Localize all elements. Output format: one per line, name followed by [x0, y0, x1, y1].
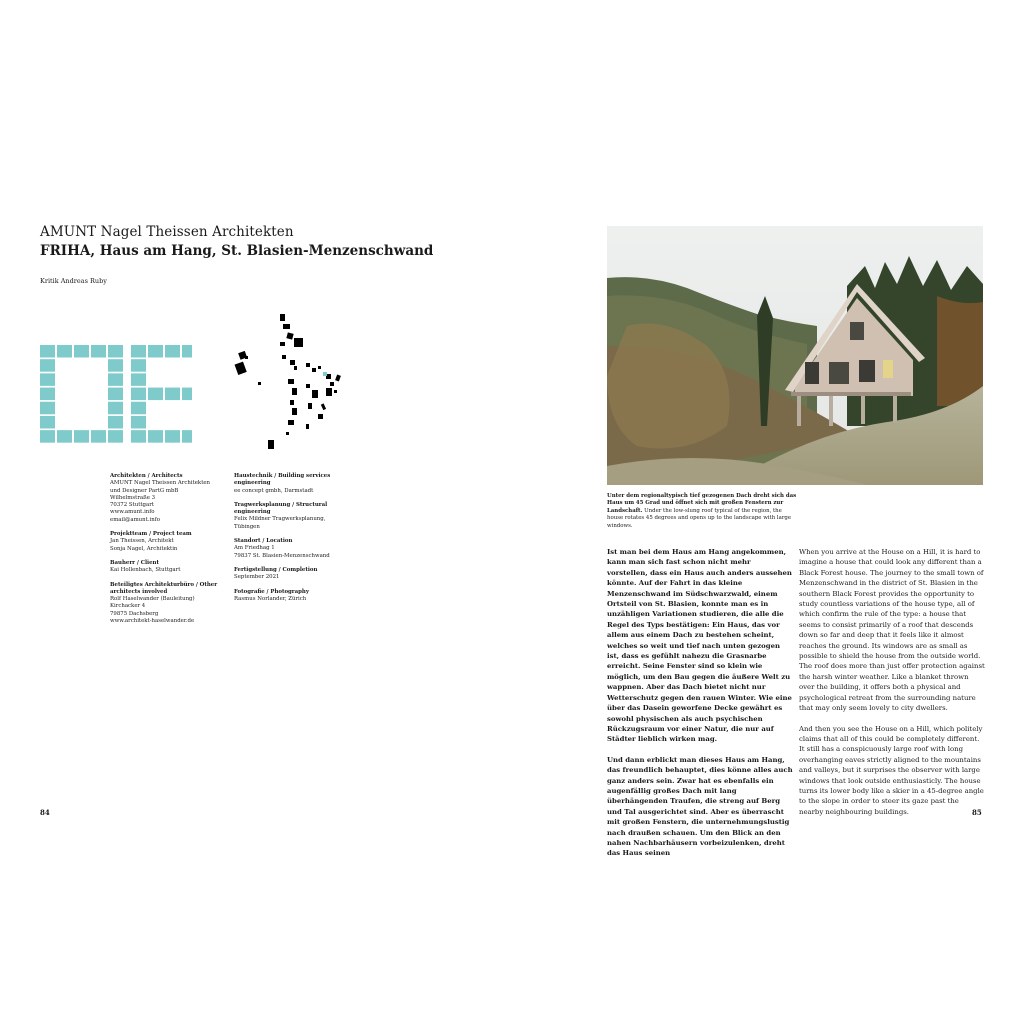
paragraph: And then you see the House on a Hill, which politely claims that all of this could be completely different. It still has a conspicuously large roof with long overhanging eaves strictly aligned to the mountains and valleys, but it surprises the observer with large windows that look outside enthusiasticly. The house turns its lower body like a skier in a 45-degree angle to the slope in order to steer its gaze past the nearby neighbouring buildings.	[799, 724, 984, 816]
credit-label: Fertigstellung / Completion	[234, 566, 318, 573]
credit-label: Architekten / Architects	[110, 473, 183, 479]
critic-line: Kritik Andreas Ruby	[40, 277, 107, 285]
credit-line: Kai Hollenbach, Stuttgart	[110, 567, 181, 574]
credit-line: September 2021	[234, 574, 280, 581]
credit-line: 79875 Dachsberg	[110, 610, 159, 617]
credit-label: Beteiligtes Architekturbüro / Other architects involved	[110, 581, 218, 595]
caption-english: Under the low-slung roof typical of the region, the house rotates 45 degrees and opens up to the landscape with large windows.	[607, 507, 792, 529]
credits-column-left	[110, 473, 225, 632]
body-text-german	[607, 547, 793, 869]
credit-line: 70372 Stuttgart	[110, 502, 154, 509]
paragraph: Und dann erblickt man dieses Haus am Hang, das freundlich behauptet, dies könne alles auch ganz anders sein. Zwar hat es ebenfalls ein augenfällig großes Dach mit lang überhängenden Traufen, die streng auf Berg und Tal ausgerichtet sind. Aber es überrascht mit großen Fenstern, die unternehmungslustig nach draußen schauen. Um den Blick an den nahen Nachbarhäusern vorbeizulenken, dreht das Haus seinen	[607, 755, 793, 858]
credit-line: email@amunt.info	[110, 516, 160, 523]
caption-german: Unter dem regionaltypisch tief gezogenen Dach dreht sich das Haus um 45 Grad und öffnet sich mit großen Fenstern zur Landschaft.	[607, 493, 797, 514]
credit-block	[234, 567, 354, 582]
page-number-left: 84	[40, 808, 50, 817]
credit-block	[110, 531, 225, 553]
credit-block	[234, 538, 354, 560]
project-title: FRIHA, Haus am Hang, St. Blasien-Menzenschwand	[40, 243, 434, 259]
house-photograph	[607, 226, 983, 485]
credit-line: www.amunt.info	[110, 509, 155, 516]
paragraph: When you arrive at the House on a Hill, it is hard to imagine a house that could look any different than a Black Forest house. The journey to the small town of Menzenschwand in the district of St. Blasien in the southern Black Forest provides the opportunity to study countless variations of the house type, all of which confirm the rule of the type: a house that seems to consist primarily of a roof that descends down so far and deep that it feels like it almost reaches the ground. Its windows are as small as possible to shield the house from the outside world. The roof does more than just offer protection against the harsh winter weather. Like a blanket thrown over the building, it offers both a physical and psychological retreat from the surrounding nature that may only seem lovely to city dwellers.	[799, 548, 985, 713]
body-text-english	[799, 547, 985, 827]
credit-line: Am Friedhag 1	[234, 545, 275, 552]
credit-block	[110, 560, 225, 575]
credits-column-right	[234, 473, 354, 610]
credit-line: Kirchacker 4	[110, 603, 146, 610]
credit-line: Wilhelmstraße 3	[110, 494, 156, 501]
chapter-number-06	[40, 342, 192, 446]
credit-block	[234, 473, 354, 495]
credit-line: Rasmus Norlander, Zürich	[234, 595, 307, 602]
credit-block	[110, 473, 225, 524]
credit-block	[234, 589, 354, 604]
site-plan-figure-ground	[230, 308, 350, 456]
page-number-right: 85	[972, 808, 982, 817]
credit-label: Projektteam / Project team	[110, 531, 192, 538]
credit-block	[110, 582, 225, 626]
photo-caption	[607, 493, 797, 530]
credit-line: Jan Theissen, Architekt	[110, 538, 174, 545]
credit-line: AMUNT Nagel Theissen Architekten	[110, 480, 211, 487]
credit-line: Felix Mildner Tragwerksplanung,	[234, 516, 326, 523]
credit-label: Standort / Location	[234, 538, 293, 545]
credit-line: Rolf Haselwander (Bauleitung)	[110, 596, 195, 603]
credit-line: Sonja Nagel, Architektin	[110, 545, 178, 552]
credit-line: und Designer PartG mbB	[110, 487, 179, 494]
credit-label: Fotografie / Photography	[234, 588, 309, 595]
credit-label: Bauherr / Client	[110, 559, 159, 566]
credit-line: www.architekt-haselwander.de	[110, 618, 195, 625]
credit-block	[234, 502, 354, 531]
credit-line: 79837 St. Blasien-Menzenschwand	[234, 552, 330, 559]
firm-name: AMUNT Nagel Theissen Architekten	[40, 224, 294, 240]
credit-label: Tragwerksplanung / Structural engineering	[234, 501, 328, 516]
credit-line: ee concept gmbh, Darmstadt	[234, 487, 314, 494]
credit-label: Haustechnik / Building services engineering	[234, 473, 331, 487]
paragraph: Ist man bei dem Haus am Hang angekommen, kann man sich fast schon nicht mehr vorstellen, dass ein Haus auch anders aussehen könnte. Auf der Fahrt in das kleine Menzenschwand im Südschwarzwald, einem Ortsteil von St. Blasien, konnte man es in unzähligen Variationen studieren, die alle die Regel des Typs bestätigen: Ein Haus, das vor allem aus einem Dach zu bestehen scheint, welches so weit und tief nach unten gezogen ist, dass es gefühlt nahezu die Grasnarbe erreicht. Seine Fenster sind so klein wie möglich, um den Bau gegen die äußere Welt zu wappnen. Aber das Dach bietet nicht nur Wetterschutz gegen den rauen Winter. Wie eine über das Dasein geworfene Decke gewährt es sowohl physischen als auch psychischen Rückzugsraum vor einer Natur, die nur auf Städter lieblich wirken mag.	[607, 548, 792, 744]
credit-line: Tübingen	[234, 523, 260, 530]
